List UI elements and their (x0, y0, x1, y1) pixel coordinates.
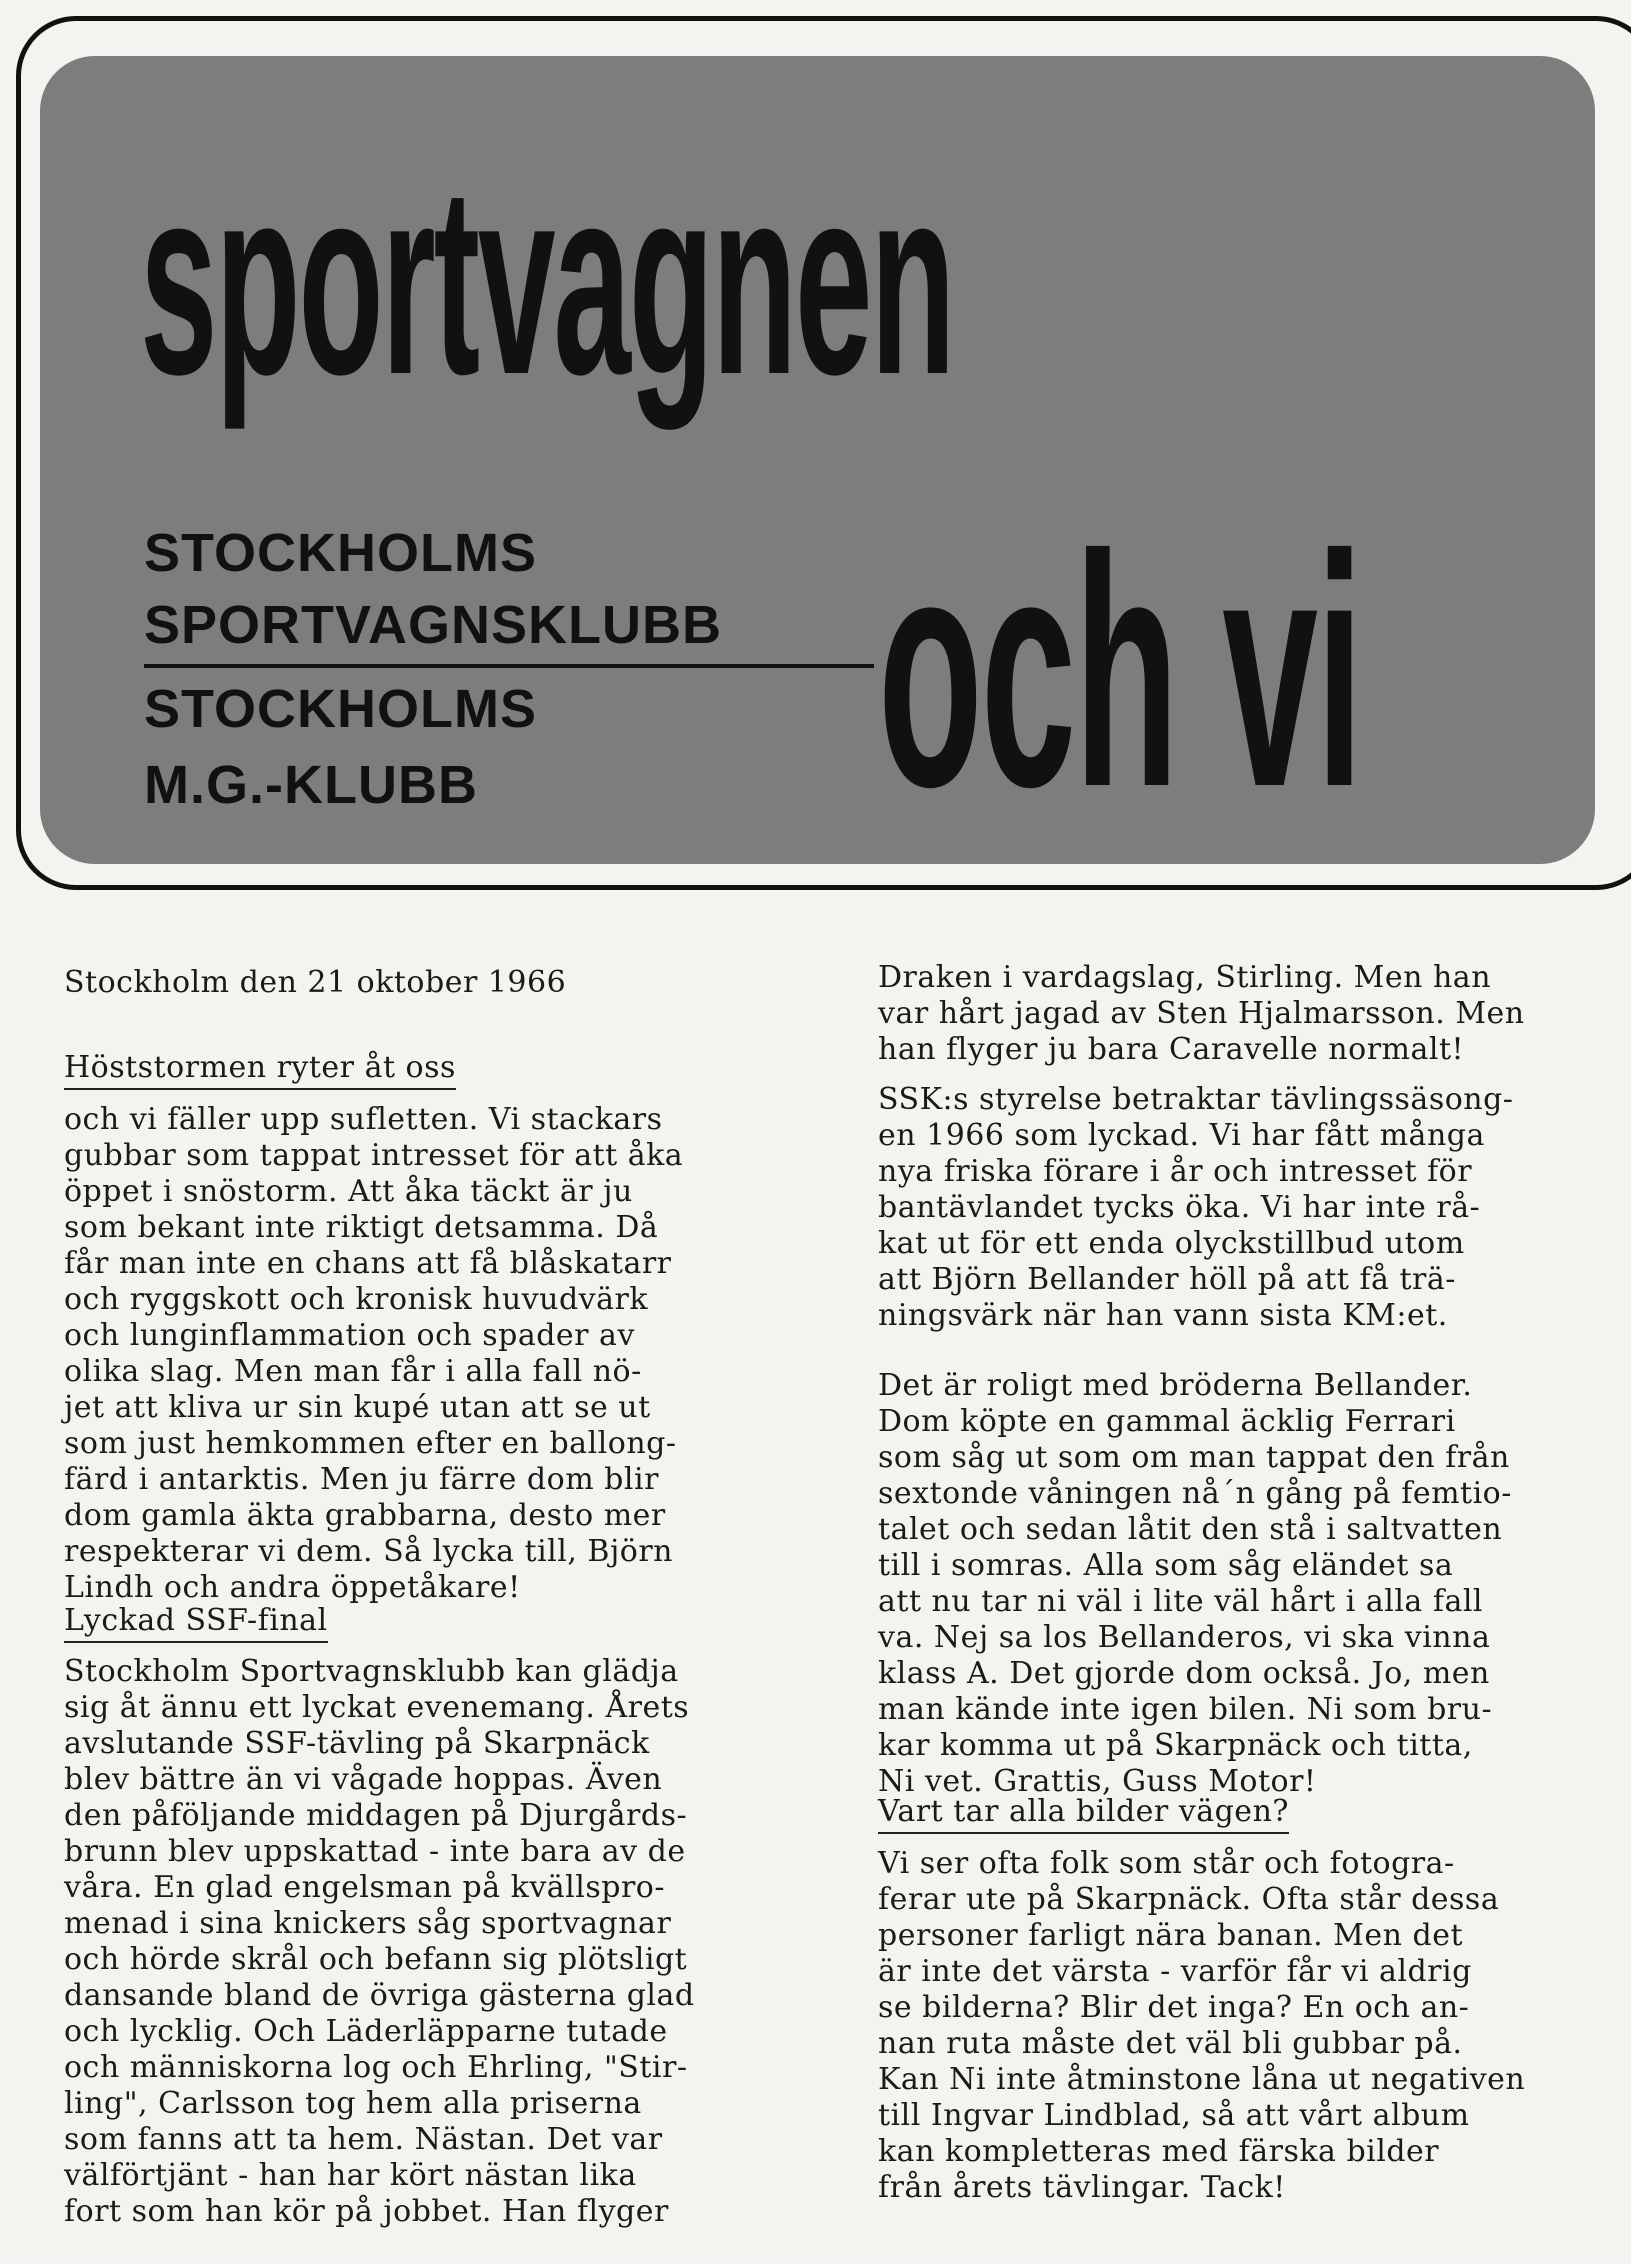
heading-lyckad-ssf-final: Lyckad SSF-final (64, 1603, 328, 1643)
paragraph-draken: Draken i vardagslag, Stirling. Men han var hårt jagad av Sten Hjalmarsson. Men han flyger ju bara Caravelle normalt! (878, 960, 1525, 1067)
club-name-1-line1: STOCKHOLMS (144, 523, 538, 583)
paragraph-bellander: Det är roligt med bröderna Bellander. Dom köpte en gammal äcklig Ferrari som såg ut som om man tappat den från sextonde våningen nå´n gång på femtio- talet och sedan låtit den stå i saltvatten till i somras. Alla som såg eländet sa att nu tar ni väl i lite väl hårt i alla fall va. Nej sa los Bellanderos, vi ska vinna klass A. Det gjorde dom också. Jo, men man kände inte igen bilen. Ni som bru- kar komma ut på Skarpnäck och titta, Ni vet. Grattis, Guss Motor! (878, 1368, 1512, 1799)
paragraph-bilder: Vi ser ofta folk som står och fotogra- ferar ute på Skarpnäck. Ofta står dessa personer farligt nära banan. Men det är inte det värsta - varför får vi aldrig se bilderna? Blir det inga? En och an- nan ruta måste det väl bli gubbar på. Kan Ni inte åtminstone låna ut negativen till Ingvar Lindblad, så att vårt album kan kompletteras med färska bilder från årets tävlingar. Tack! (878, 1846, 1526, 2205)
dateline: Stockholm den 21 oktober 1966 (64, 965, 567, 1000)
paragraph-ssf-final: Stockholm Sportvagnsklubb kan glädja sig åt ännu ett lyckat evenemang. Årets avslutande SSF-tävling på Skarpnäck blev bättre än vi vågade hoppas. Även den påföljande middagen på Djurgårds- brunn blev uppskattad - inte bara av de våra. En glad engelsman på kvällspro- menad i sina knickers såg sportvagnar och hörde skrål och befann sig plötsligt dansande bland de övriga gästerna glad och lycklig. Och Läderläpparne tutade och människorna log och Ehrling, "Stir- ling", Carlsson tog hem alla priserna som fanns att ta hem. Nästan. Det var välförtjänt - han har kört nästan lika fort som han kör på jobbet. Han flyger (64, 1654, 695, 2229)
masthead (40, 56, 1595, 864)
club-name-1-line2: SPORTVAGNSKLUBB (144, 595, 723, 655)
club-divider (144, 664, 874, 668)
heading-vart-tar-bilder: Vart tar alla bilder vägen? (878, 1794, 1289, 1834)
club-name-2-line1: STOCKHOLMS (144, 679, 538, 739)
heading-hoststormen: Höststormen ryter åt oss (64, 1050, 456, 1090)
paragraph-hoststormen: och vi fäller upp sufletten. Vi stackars gubbar som tappat intresset för att åka öppet i snöstorm. Att åka täckt är ju som bekant inte riktigt detsamma. Då får man inte en chans att få blåskatarr och ryggskott och kronisk huvudvärk och lunginflammation och spader av olika slag. Men man får i alla fall nö- jet att kliva ur sin kupé utan att se ut som just hemkommen efter en ballong- färd i antarktis. Men ju färre dom blir dom gamla äkta grabbarna, desto mer respekterar vi dem. Så lycka till, Björn Lindh och andra öppetåkare! (64, 1102, 684, 1605)
masthead-subtitle: och vi (878, 486, 1362, 855)
club-name-2-line2: M.G.-KLUBB (144, 755, 478, 815)
masthead-title: sportvagnen (140, 130, 954, 430)
paragraph-ssk-styrelse: SSK:s styrelse betraktar tävlingssäsong- en 1966 som lyckad. Vi har fått många nya friska förare i år och intresset för bantävlandet tycks öka. Vi har inte rå- kat ut för ett enda olyckstillbud utom att Björn Bellander höll på att få trä- ningsvärk när han vann sista KM:et. (878, 1082, 1514, 1333)
